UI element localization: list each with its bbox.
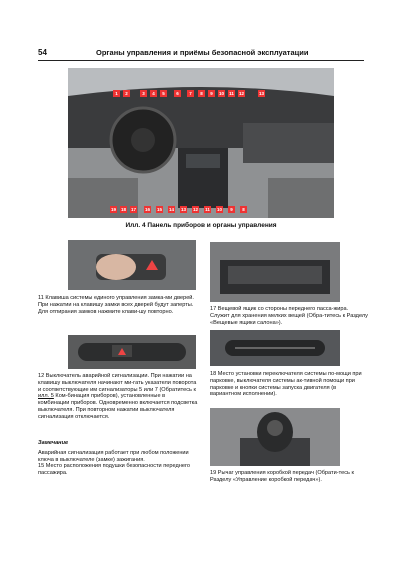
callout-label: 6 bbox=[174, 90, 181, 97]
callout-label: 5 bbox=[160, 90, 167, 97]
callout-label: 8 bbox=[240, 206, 247, 213]
parking-switch-illustration bbox=[210, 330, 340, 366]
item-12-text: 12 Выключатель аварийной сигнализации. При нажатии на клавишу выключателя начинают ми-гать указатели поворота и соответствующие им сигнализаторы 5 или 7 (Обратитесь к илл. 5 Ком-бинация приборов), установленные в комбинации приборов. Одновременно включается подсветка выключателя. При повторном нажатии выключателя сигнализация отключается. bbox=[38, 373, 198, 420]
callout-label: 4 bbox=[150, 90, 157, 97]
callout-label: 1 bbox=[113, 90, 120, 97]
item-12-block bbox=[38, 373, 198, 421]
hazard-switch-illustration bbox=[68, 335, 196, 369]
callout-label: 10 bbox=[216, 207, 222, 212]
item-15-text: 15 Место расположения подушки безопасности переднего пассажира. bbox=[38, 463, 190, 477]
dashboard-photo bbox=[68, 68, 334, 218]
callout-label: 19 bbox=[110, 207, 116, 212]
callout-label: 13 bbox=[180, 207, 186, 212]
callout-label: 14 bbox=[168, 207, 174, 212]
item-11-text: 11 Клавиша системы единого управления замка-ми дверей. bbox=[38, 295, 194, 301]
parking-switch-photo bbox=[210, 330, 340, 366]
remark-title: Замечание bbox=[38, 440, 69, 446]
callout-label: 17 bbox=[130, 207, 136, 212]
remark-text: Аварийная сигнализация работает при любом положении ключа в выключателе (замке) зажигания. bbox=[38, 449, 189, 463]
callout-label: 3 bbox=[140, 90, 147, 97]
callout-label: 9 bbox=[228, 206, 235, 213]
callout-label: 13 bbox=[258, 91, 264, 96]
callout-label: 18 bbox=[120, 207, 126, 212]
callout-label: 12 bbox=[192, 207, 198, 212]
item-11-block bbox=[38, 295, 198, 315]
central-lock-illustration bbox=[68, 240, 196, 290]
figure-5-link[interactable]: илл. 5 bbox=[38, 393, 54, 400]
item-19-text: 19 Рычаг управления коробкой передач (Обрати-тесь к Разделу «Управление коробкой передач»). bbox=[210, 470, 354, 483]
page-title: Органы управления и приёмы безопасной эксплуатации bbox=[96, 48, 309, 57]
callout-label: 12 bbox=[238, 91, 244, 96]
remark-block bbox=[38, 440, 198, 477]
callout-label: 9 bbox=[208, 90, 215, 97]
page-header bbox=[38, 48, 364, 61]
callout-label: 15 bbox=[156, 207, 162, 212]
item-17-text: 17 Вещевой ящик со стороны переднего пасса-жира. Служит для хранения мелких вещей (Обра-титесь к Разделу «Вещевые ящики салона»). bbox=[210, 306, 368, 326]
central-lock-button-photo bbox=[68, 240, 196, 290]
figure-caption: Илл. 4 Панель приборов и органы управления bbox=[125, 222, 277, 229]
gear-lever-illustration bbox=[210, 408, 340, 466]
item-19-block bbox=[210, 470, 368, 484]
callout-label: 11 bbox=[205, 207, 210, 212]
item-11-note: При нажатии на клавишу замки всех дверей будут заперты. Для отпирания замков нажмите клави-шу повторно. bbox=[38, 301, 194, 315]
page-number: 54 bbox=[38, 48, 47, 57]
hazard-switch-photo bbox=[68, 335, 196, 369]
item-18-text: 18 Место установки переключателя системы по-мощи при парковке, выключателя системы ак-тивной помощи при парковке и кнопки системы запуска двигателя (в вариантном исполнении). bbox=[210, 371, 362, 398]
glove-box-illustration bbox=[210, 242, 340, 302]
callout-label: 7 bbox=[187, 90, 194, 97]
callout-label: 11 bbox=[229, 91, 234, 96]
item-18-block bbox=[210, 371, 368, 398]
callout-label: 16 bbox=[144, 207, 150, 212]
callout-label: 8 bbox=[198, 90, 205, 97]
callout-label: 10 bbox=[218, 91, 224, 96]
item-17-block bbox=[210, 306, 368, 326]
callout-label: 2 bbox=[123, 90, 130, 97]
gear-lever-photo bbox=[210, 408, 340, 466]
glove-box-photo bbox=[210, 242, 340, 302]
